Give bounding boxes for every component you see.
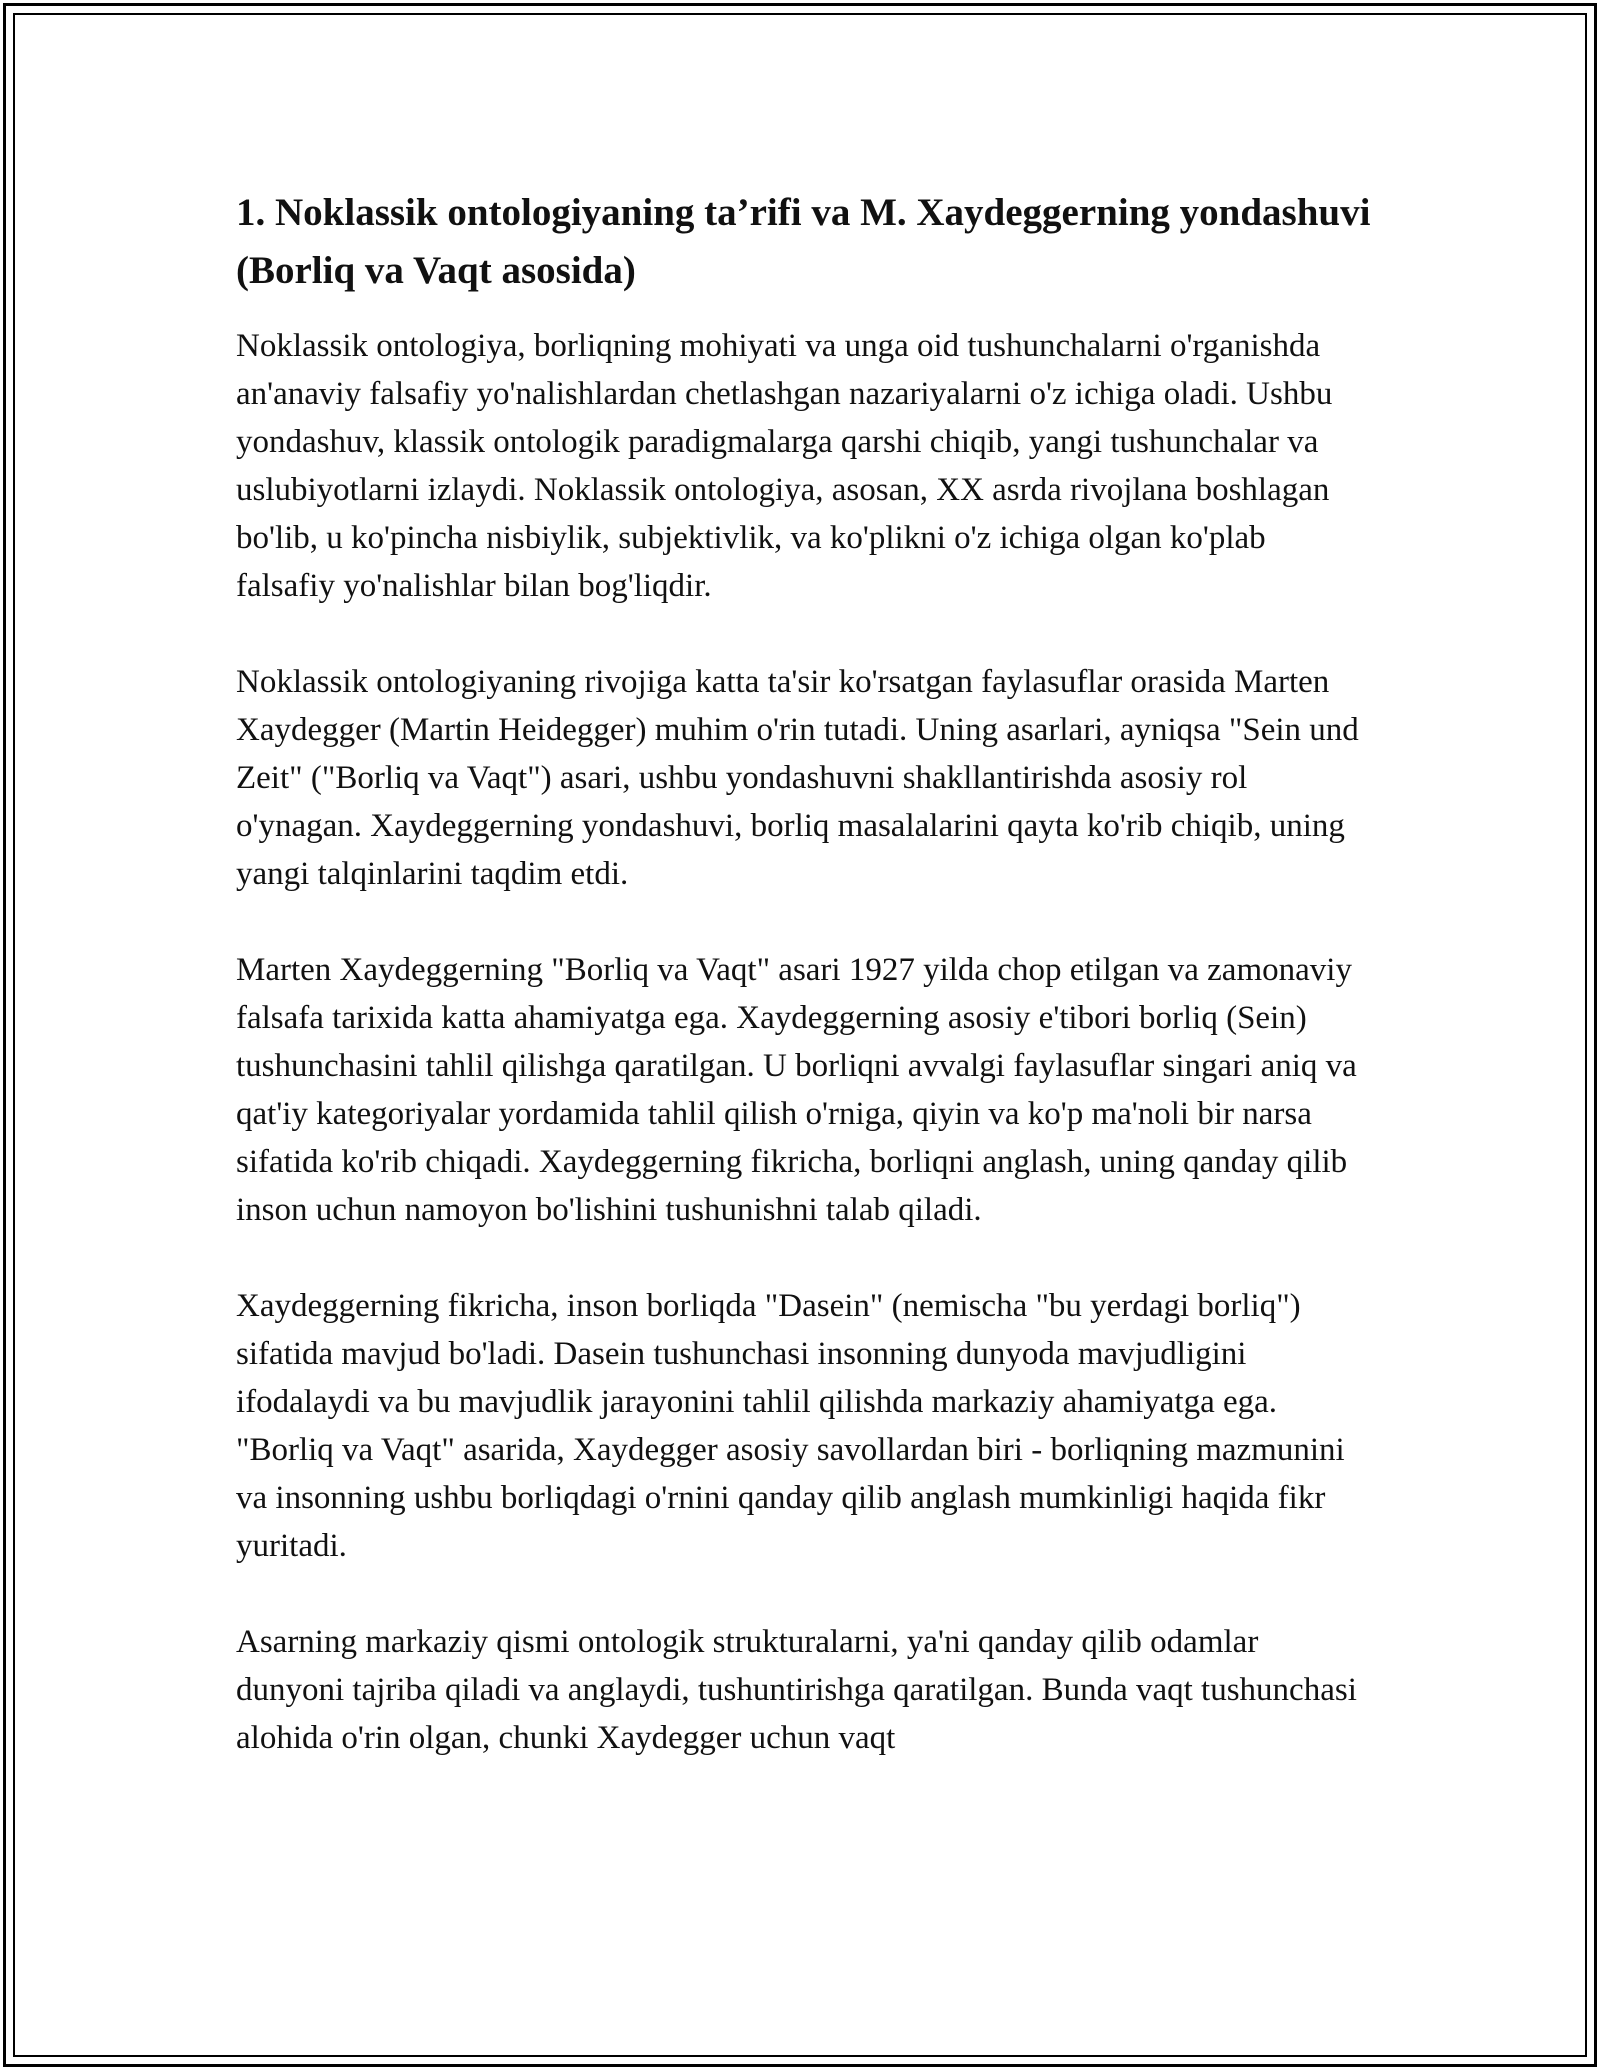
paragraph-5: Asarning markaziy qismi ontologik strukturalarni, ya'ni qanday qilib odamlar dunyoni tajriba qiladi va anglaydi, tushuntirishga qaratilgan. Bunda vaqt tushunchasi alohida o'rin olgan, chunki Xaydegger uchun vaqt [236,1624,1357,1756]
paragraph-3: Marten Xaydeggerning "Borliq va Vaqt" asari 1927 yilda chop etilgan va zamonaviy falsafa tarixida katta ahamiyatga ega. Xaydeggerning asosiy e'tibori borliq (Sein) tushunchasini tahlil qilishga qaratilgan. U borliqni avvalgi faylasuflar singari aniq va qat'iy kategoriyalar yordamida tahlil qilish o'rniga, qiyin va ko'p ma'noli bir narsa sifatida ko'rib chiqadi. Xaydeggerning fikricha, borliqni anglash, uning qanday qilib inson uchun namoyon bo'lishini tushunishni talab qiladi. [236,952,1357,1228]
paragraph-4: Xaydeggerning fikricha, inson borliqda "Dasein" (nemischa "bu yerdagi borliq") sifatida mavjud bo'ladi. Dasein tushunchasi insonning dunyoda mavjudligini ifodalaydi va bu mavjudlik jarayonini tahlil qilishda markaziy ahamiyatga ega. "Borliq va Vaqt" asarida, Xaydegger asosiy savollardan biri - borliqning mazmunini va insonning ushbu borliqdagi o'rnini qanday qilib anglash mumkinligi haqida fikr yuritadi. [236,1288,1345,1564]
paragraph-2: Noklassik ontologiyaning rivojiga katta ta'sir ko'rsatgan faylasuflar orasida Marten Xaydegger (Martin Heidegger) muhim o'rin tutadi. Uning asarlari, ayniqsa "Sein und Zeit" ("Borliq va Vaqt") asari, ushbu yondashuvni shakllantirishda asosiy rol o'ynagan. Xaydeggerning yondashuvi, borliq masalalarini qayta ko'rib chiqib, uning yangi talqinlarini taqdim etdi. [236,664,1359,892]
paragraph-1: Noklassik ontologiya, borliqning mohiyati va unga oid tushunchalarni o'rganishda an'anaviy falsafiy yo'nalishlardan chetlashgan nazariyalarni o'z ichiga oladi. Ushbu yondashuv, klassik ontologik paradigmalarga qarshi chiqib, yangi tushunchalar va uslubiyotlarni izlaydi. Noklassik ontologiya, asosan, XX asrda rivojlana boshlagan bo'lib, u ko'pincha nisbiylik, subjektivlik, va ko'plikni o'z ichiga olgan ko'plab falsafiy yo'nalishlar bilan bog'liqdir. [236,328,1333,604]
document-body [236,184,1372,1810]
section-heading: 1. Noklassik ontologiyaning ta’rifi va M. Xaydeggerning yondashuvi (Borliq va Vaqt asosida) [236,191,1371,292]
